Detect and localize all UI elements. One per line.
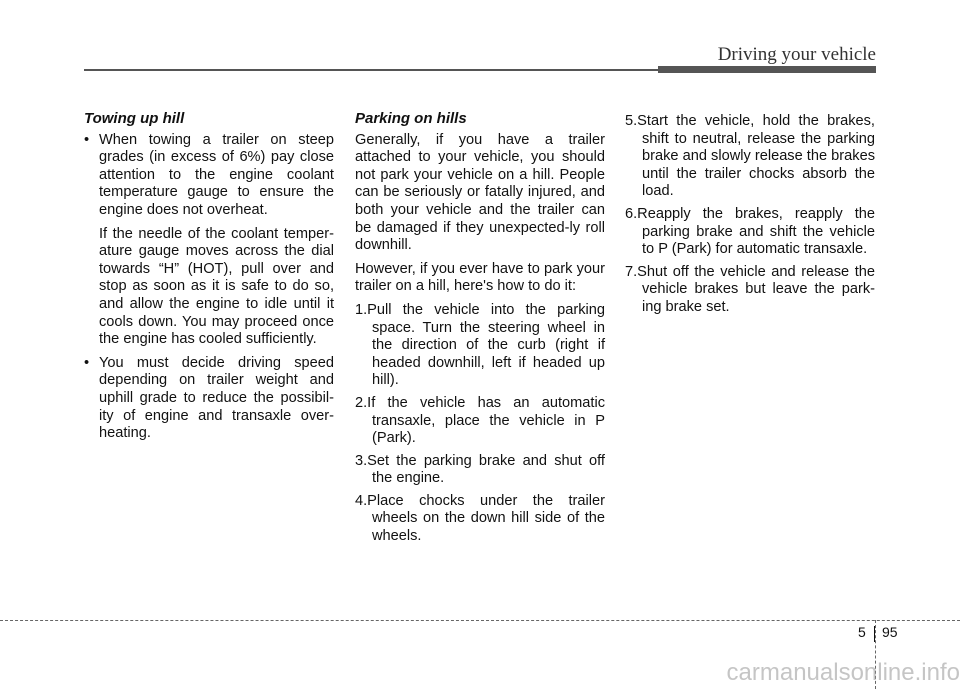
page-number-divider — [874, 626, 875, 642]
parking-step-7 — [625, 264, 875, 317]
chapter-number: 5 — [858, 624, 866, 640]
towing-bullet-1 — [84, 132, 334, 220]
step-text: Pull the vehicle into the parking space. Turn the steering wheel in the direction of the curb (right if headed downhill, left if headed up hill). — [367, 301, 605, 389]
parking-intro-2: However, if you ever have to park your trailer on a hill, here's how to do it: — [355, 260, 605, 295]
step-text: Set the parking brake and shut off the engine. — [367, 452, 605, 487]
footer-rule — [0, 620, 960, 621]
header-rule-accent — [658, 66, 876, 73]
towing-heading: Towing up hill — [84, 110, 185, 127]
parking-heading: Parking on hills — [355, 110, 467, 127]
column-parking — [355, 110, 605, 551]
towing-bullet-1-subparagraph: If the needle of the coolant temper-ature gauge moves across the dial towards “H” (HOT), pull over and stop as soon as it is safe to do so, and allow the engine to idle until it cools down. You may proceed once the engine has cooled sufficiently. — [99, 225, 334, 348]
column-towing — [84, 110, 334, 449]
towing-bullet-2 — [84, 355, 334, 443]
step-number: 2. — [355, 394, 368, 411]
section-title: Driving your vehicle — [717, 44, 876, 65]
step-text: Reapply the brakes, reapply the parking brake and shift the vehicle to P (Park) for automatic transaxle. — [637, 205, 875, 258]
step-number: 3. — [355, 452, 368, 469]
step-text: Place chocks under the trailer wheels on the down hill side of the wheels. — [367, 492, 605, 545]
parking-step-6 — [625, 206, 875, 259]
bullet-icon: • — [84, 131, 90, 148]
step-text: Start the vehicle, hold the brakes, shift to neutral, release the parking brake and slowly release the brakes until the trailer chocks absorb the load. — [637, 113, 875, 200]
parking-step-5 — [625, 113, 875, 201]
step-number: 7. — [625, 263, 638, 280]
page-number: 95 — [882, 624, 898, 640]
step-number: 1. — [355, 301, 368, 318]
header-rule — [84, 69, 662, 71]
parking-step-1 — [355, 302, 605, 390]
step-number: 6. — [625, 205, 638, 222]
watermark: carmanualsonline.info — [726, 659, 960, 686]
parking-step-3 — [355, 453, 605, 488]
column-parking-continued — [625, 113, 875, 322]
step-number: 4. — [355, 492, 368, 509]
parking-step-4 — [355, 493, 605, 546]
parking-step-2 — [355, 395, 605, 448]
step-text: Shut off the vehicle and release the vehicle brakes but leave the park-ing brake set. — [637, 263, 875, 315]
towing-bullet-2-text: You must decide driving speed depending on trailer weight and uphill grade to reduce the possibil-ity of engine and transaxle over-heating. — [99, 354, 334, 442]
towing-bullet-1-text: When towing a trailer on steep grades (in excess of 6%) pay close attention to the engine coolant temperature gauge to ensure the engine does not overheat. — [99, 131, 334, 218]
bullet-icon: • — [84, 354, 90, 371]
step-number: 5. — [625, 113, 638, 129]
parking-intro: Generally, if you have a trailer attached to your vehicle, you should not park your vehicle on a hill. People can be seriously or fatally injured, and both your vehicle and the trailer can be damaged if they unexpected-ly roll downhill. — [355, 131, 605, 254]
step-text: If the vehicle has an automatic transaxle, place the vehicle in P (Park). — [367, 394, 605, 447]
